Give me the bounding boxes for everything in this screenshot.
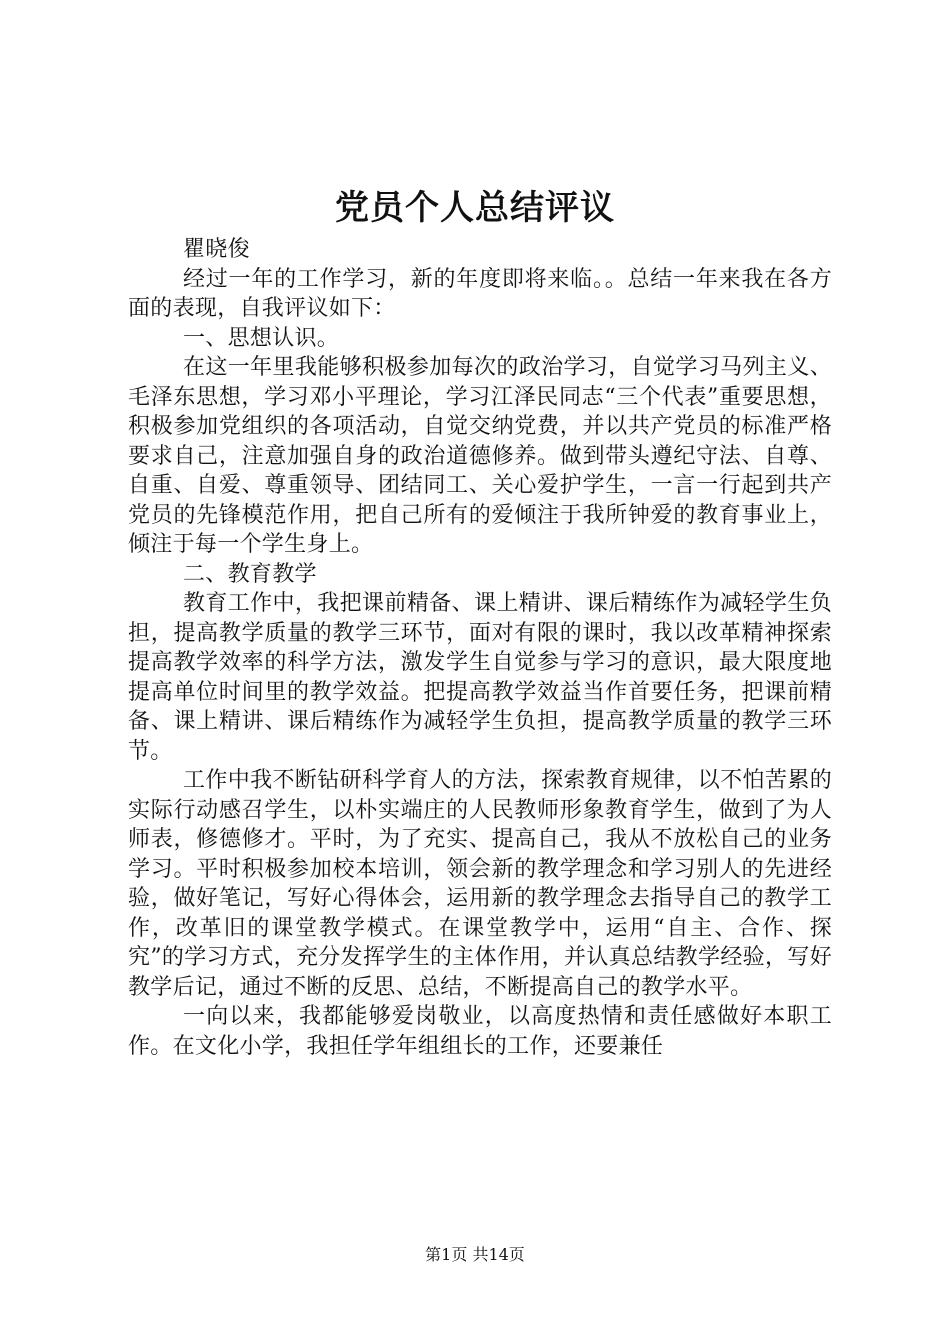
page-number-footer: 第1页 共14页 xyxy=(425,1245,525,1264)
section-heading-thought: 一、思想认识。 xyxy=(183,325,340,351)
section-heading-teaching: 二、教育教学 xyxy=(183,561,317,587)
document-body xyxy=(128,235,832,1061)
author-name: 瞿晓俊 xyxy=(183,237,250,262)
paragraph-teaching-2: 工作中我不断钻研科学育人的方法，探索教育规律，以不怕苦累的实际行动感召学生，以朴实端庄的人民教师形象教育学生，做到了为人师表，修德修才。平时，为了充实、提高自己，我从不放松自己的业务学习。平时积极参加校本培训，领会新的教学理念和学习别人的先进经验，做好笔记，写好心得体会，运用新的教学理念去指导自己的教学工作，改革旧的课堂教学模式。在课堂教学中，运用“自主、合作、探究”的学习方式，充分发挥学生的主体作用，并认真总结教学经验，写好教学后记，通过不断的反思、总结，不断提高自己的教学水平。 xyxy=(128,768,832,1000)
document-title: 党员个人总结评议 xyxy=(335,188,615,228)
paragraph-dedication: 一向以来，我都能够爱岗敬业，以高度热情和责任感做好本职工作。在文化小学，我担任学年组组长的工作，还要兼任 xyxy=(128,1004,832,1059)
intro-paragraph: 经过一年的工作学习，新的年度即将来临。。总结一年来我在各方面的表现，自我评议如下： xyxy=(128,266,832,321)
paragraph-teaching-1: 教育工作中，我把课前精备、课上精讲、课后精练作为减轻学生负担，提高教学质量的教学三环节，面对有限的课时，我以改革精神探索提高教学效率的科学方法，激发学生自觉参与学习的意识，最大限度地提高单位时间里的教学效益。把提高教学效益当作首要任务，把课前精备、课上精讲、课后精练作为减轻学生负担，提高教学质量的教学三环节。 xyxy=(128,591,832,764)
paragraph-thought: 在这一年里我能够积极参加每次的政治学习，自觉学习马列主义、毛泽东思想，学习邓小平理论，学习江泽民同志“三个代表”重要思想，积极参加党组织的各项活动，自觉交纳党费，并以共产党员的标准严格要求自己，注意加强自身的政治道德修养。做到带头遵纪守法、自尊、自重、自爱、尊重领导、团结同工、关心爱护学生，一言一行起到共产党员的先锋模范作用，把自己所有的爱倾注于我所钟爱的教育事业上，倾注于每一个学生身上。 xyxy=(128,355,832,557)
